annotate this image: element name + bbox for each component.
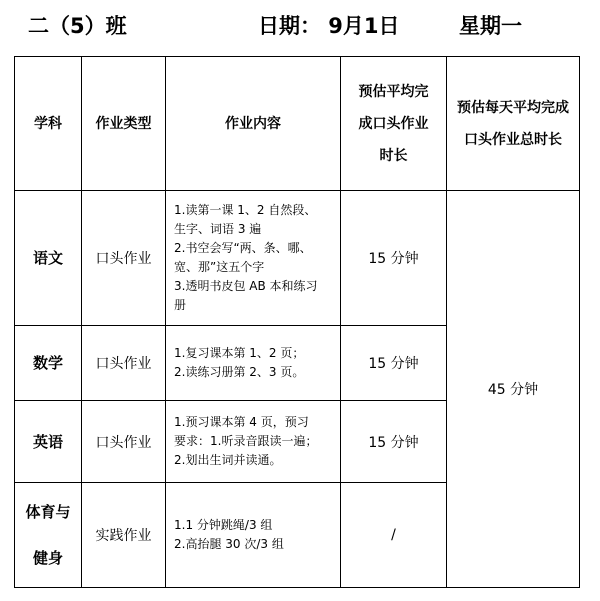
type-cell: 口头作业 — [82, 401, 166, 483]
duration-cell: 15 分钟 — [341, 191, 447, 326]
subject-line: 健身 — [32, 549, 63, 567]
homework-table — [14, 56, 580, 588]
duration-cell: 15 分钟 — [341, 401, 447, 483]
subject-cell: 英语 — [15, 401, 82, 483]
content-cell — [166, 326, 341, 401]
header-type: 作业类型 — [82, 57, 166, 191]
header-daily-total-line: 口头作业总时长 — [464, 131, 562, 148]
header-avg-time-line: 成口头作业 — [358, 115, 429, 132]
date-label: 日期： 9月1日 — [258, 14, 400, 38]
content-line: 2.书空会写“两、条、哪、 — [174, 241, 312, 255]
content-line: 册 — [174, 298, 187, 312]
content-line: 1.复习课本第 1、2 页； — [174, 346, 305, 360]
duration-cell: 15 分钟 — [341, 326, 447, 401]
content-line: 1.读第一课 1、2 自然段、 — [174, 203, 317, 217]
content-line: 1.预习课本第 4 页，预习 — [174, 415, 309, 429]
subject-line: 体育与 — [25, 503, 71, 521]
header-daily-total-line: 预估每天平均完成 — [457, 99, 569, 116]
content-cell — [166, 483, 341, 588]
type-cell: 实践作业 — [82, 483, 166, 588]
content-line: 2.高抬腿 30 次/3 组 — [174, 537, 284, 551]
content-line: 要求：1.听录音跟读一遍； — [174, 434, 318, 448]
header-subject: 学科 — [15, 57, 82, 191]
content-line: 2.划出生词并读通。 — [174, 453, 282, 467]
content-line: 宽、那”这五个字 — [174, 260, 265, 274]
content-line: 2.读练习册第 2、3 页。 — [174, 365, 305, 379]
content-cell — [166, 401, 341, 483]
duration-cell: / — [341, 483, 447, 588]
weekday-label: 星期一 — [459, 14, 522, 38]
type-cell: 口头作业 — [82, 191, 166, 326]
content-line: 1.1 分钟跳绳/3 组 — [174, 518, 273, 532]
class-name: 二（5）班 — [28, 14, 127, 38]
table-row — [15, 191, 580, 326]
type-cell: 口头作业 — [82, 326, 166, 401]
header-daily-total — [447, 57, 580, 191]
header-avg-time-line: 预估平均完 — [358, 83, 429, 100]
header-avg-time-line: 时长 — [379, 147, 408, 164]
subject-cell — [15, 483, 82, 588]
subject-cell: 语文 — [15, 191, 82, 326]
daily-total-cell: 45 分钟 — [447, 191, 580, 588]
header-content: 作业内容 — [166, 57, 341, 191]
content-cell — [166, 191, 341, 326]
header-avg-time — [341, 57, 447, 191]
subject-cell: 数学 — [15, 326, 82, 401]
page-header — [0, 0, 600, 56]
content-line: 生字、词语 3 遍 — [174, 222, 262, 236]
content-line: 3.透明书皮包 AB 本和练习 — [174, 279, 318, 293]
table-header-row — [15, 57, 580, 191]
